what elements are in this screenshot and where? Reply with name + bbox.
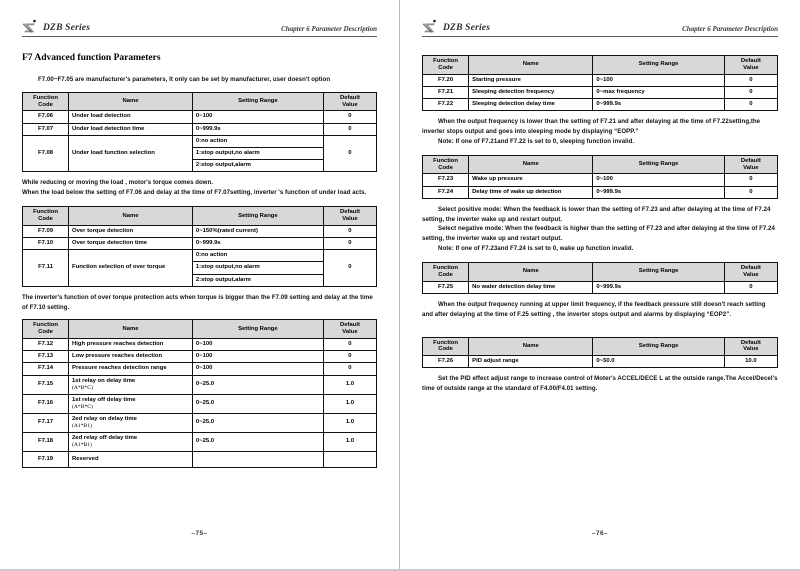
note-no-water: When the output frequency running at upper limit frequency, if the feedback pressure still doesn't reach setting and after delaying at the time of F.25 setting , the inverter stops output and alarms by displaying “EOP2”. — [422, 300, 766, 318]
table-header-row — [23, 320, 377, 339]
table-row — [23, 237, 377, 249]
cell-name-subtext: (A1*B1) — [72, 441, 92, 448]
cell-range: 0~100 — [192, 351, 323, 363]
cell-default: 1.0 — [323, 394, 376, 413]
cell-name — [69, 375, 193, 394]
header-name: Name — [69, 320, 193, 339]
cell-default: 1.0 — [323, 432, 376, 451]
cell-name: Delay time of wake up detection — [469, 186, 593, 198]
cell-name-text: 2ed relay on delay time — [72, 415, 137, 422]
header-setting-range: Setting Range — [593, 155, 724, 174]
chapter-title-left: Chapter 6 Parameter Description — [281, 25, 377, 33]
cell-name: Low pressure reaches detection — [69, 351, 193, 363]
cell-code: F7.17 — [23, 413, 69, 432]
table-row — [423, 98, 778, 110]
cell-default: 0 — [323, 225, 376, 237]
cell-default: 0 — [323, 237, 376, 249]
cell-name: Reserved — [69, 451, 193, 467]
cell-code: F7.15 — [23, 375, 69, 394]
note-under-load — [22, 178, 377, 198]
cell-name: Over torque detection — [69, 225, 193, 237]
cell-default: 1.0 — [323, 413, 376, 432]
cell-code: F7.08 — [23, 135, 69, 172]
note-sleeping — [422, 117, 778, 147]
cell-name: Function selection of over torque — [69, 250, 193, 287]
table-row — [23, 250, 377, 262]
table-header-row — [423, 56, 778, 75]
cell-range: 0~100 — [593, 74, 724, 86]
brand-logo-group — [422, 19, 490, 34]
cell-name: Wake up pressure — [469, 174, 593, 186]
cell-range: 0~100 — [192, 363, 323, 375]
cell-name: PID adjust range — [469, 356, 593, 368]
table-header-row — [423, 155, 778, 174]
cell-default: 1.0 — [323, 375, 376, 394]
table-row — [23, 351, 377, 363]
table-header-row — [423, 263, 778, 282]
header-default-value: Default Value — [323, 207, 376, 226]
header-function-code: Function Code — [23, 92, 69, 111]
cell-name-text: 1st relay off delay time — [72, 396, 136, 403]
cell-name — [69, 432, 193, 451]
cell-range: 0~100 — [593, 174, 724, 186]
cell-range: 0~25.0 — [192, 375, 323, 394]
header-setting-range: Setting Range — [593, 263, 724, 282]
page-title: F7 Advanced function Parameters — [22, 53, 161, 63]
cell-code: F7.11 — [23, 250, 69, 287]
table-row — [23, 394, 377, 413]
cell-default: 0 — [724, 186, 777, 198]
header-name: Name — [69, 207, 193, 226]
note-wake-up — [422, 205, 778, 254]
header-default-value: Default Value — [724, 56, 777, 75]
cell-default: 0 — [323, 339, 376, 351]
table-header-row — [23, 92, 377, 111]
note-line: When the output frequency is lower than the setting of F7.21 and after delaying at the time of F7.22setting,the inverter stops output and goes into sleeping mode by displaying “EOPP.” — [422, 118, 761, 136]
table-row — [423, 74, 778, 86]
header-setting-range: Setting Range — [593, 337, 724, 356]
dzb-logo-icon — [422, 19, 439, 34]
table-row — [23, 339, 377, 351]
cell-default: 0 — [724, 86, 777, 98]
cell-code: F7.25 — [423, 281, 469, 293]
brand-logo-group — [22, 19, 90, 34]
cell-range: 0~999.9s — [593, 186, 724, 198]
table-row — [23, 111, 377, 123]
cell-range-option: 1:stop output,no alarm — [192, 262, 323, 274]
cell-default: 0 — [323, 250, 376, 287]
cell-code: F7.09 — [23, 225, 69, 237]
table-row — [23, 432, 377, 451]
cell-code: F7.20 — [423, 74, 469, 86]
cell-range: 0~100 — [192, 339, 323, 351]
cell-range: 0~999.9s — [593, 281, 724, 293]
cell-range: 0~25.0 — [192, 413, 323, 432]
header-name: Name — [469, 337, 593, 356]
cell-name-text: 2ed relay off delay time — [72, 434, 138, 441]
cell-name — [69, 413, 193, 432]
header-function-code: Function Code — [23, 207, 69, 226]
running-head-left — [22, 12, 377, 37]
cell-code: F7.22 — [423, 98, 469, 110]
cell-default: 10.0 — [724, 356, 777, 368]
cell-name: No water detection delay time — [469, 281, 593, 293]
header-setting-range: Setting Range — [192, 207, 323, 226]
cell-default — [323, 451, 376, 467]
cell-code: F7.24 — [423, 186, 469, 198]
cell-range: 0~25.0 — [192, 432, 323, 451]
table-row — [423, 186, 778, 198]
note-line: Note: If one of F7.21and F7.22 is set to 0, sleeping function invalid. — [438, 137, 635, 145]
table-row — [423, 86, 778, 98]
cell-default: 0 — [724, 281, 777, 293]
cell-code: F7.21 — [423, 86, 469, 98]
table-row — [23, 413, 377, 432]
cell-code: F7.14 — [23, 363, 69, 375]
cell-default: 0 — [323, 123, 376, 135]
header-setting-range: Setting Range — [593, 56, 724, 75]
cell-name: Sleeping detection frequency — [469, 86, 593, 98]
table-row — [23, 123, 377, 135]
cell-code: F7.13 — [23, 351, 69, 363]
table-row — [23, 451, 377, 467]
cell-name-subtext: (A1*B1) — [72, 422, 92, 429]
parameter-table-f709-f711 — [22, 206, 377, 287]
cell-code: F7.23 — [423, 174, 469, 186]
chapter-title-right: Chapter 6 Parameter Description — [682, 25, 778, 33]
cell-code: F7.07 — [23, 123, 69, 135]
cell-range: 0~50.0 — [593, 356, 724, 368]
cell-code: F7.12 — [23, 339, 69, 351]
cell-range: 0~150%(rated current) — [192, 225, 323, 237]
cell-name-subtext: (A*B*C) — [72, 403, 93, 410]
table-row — [23, 135, 377, 147]
cell-code: F7.18 — [23, 432, 69, 451]
table-row — [423, 281, 778, 293]
parameter-table-f723-f724 — [422, 155, 778, 199]
header-default-value: Default Value — [724, 337, 777, 356]
table-row — [23, 363, 377, 375]
cell-name: Over torque detection time — [69, 237, 193, 249]
dzb-logo-icon — [22, 19, 39, 34]
cell-range: 0~100 — [192, 111, 323, 123]
parameter-table-f726 — [422, 337, 778, 369]
table-row — [423, 174, 778, 186]
parameter-table-f725 — [422, 262, 778, 294]
header-default-value: Default Value — [323, 320, 376, 339]
cell-code: F7.10 — [23, 237, 69, 249]
intro-paragraph: F7.00~F7.05 are manufacturer's parameters, It only can be set by manufacturer, user doesn't option — [38, 76, 331, 83]
note-line: While reducing or moving the load , motor's torque comes down. — [22, 179, 214, 187]
cell-default: 0 — [724, 174, 777, 186]
cell-name: Sleeping detection delay time — [469, 98, 593, 110]
cell-range-option: 0:no action — [192, 250, 323, 262]
header-function-code: Function Code — [23, 320, 69, 339]
cell-name: High pressure reaches detection — [69, 339, 193, 351]
header-name: Name — [69, 92, 193, 111]
cell-default: 0 — [323, 135, 376, 172]
table-row — [23, 375, 377, 394]
cell-range: 0~999.9s — [192, 237, 323, 249]
header-function-code: Function Code — [423, 155, 469, 174]
header-name: Name — [469, 263, 593, 282]
note-line: Note: If one of F7.23and F7.24 is set to 0, wake up function invalid. — [438, 245, 634, 253]
page-number-left: –75– — [191, 530, 208, 537]
cell-default: 0 — [323, 363, 376, 375]
cell-name-subtext: (A*B*C) — [72, 384, 93, 391]
header-function-code: Function Code — [423, 337, 469, 356]
cell-range-option: 1:stop output,no alarm — [192, 148, 323, 160]
brand-name: DZB Series — [43, 22, 91, 33]
cell-default: 0 — [323, 111, 376, 123]
cell-range: 0~max frequency — [593, 86, 724, 98]
header-name: Name — [469, 155, 593, 174]
table-row — [23, 225, 377, 237]
cell-name: Under load detection time — [69, 123, 193, 135]
cell-name: Under load function selection — [69, 135, 193, 172]
header-default-value: Default Value — [323, 92, 376, 111]
cell-default: 0 — [724, 74, 777, 86]
running-head-right — [422, 12, 778, 37]
note-over-torque: The inverter's function of over torque protection acts when torque is bigger than the F7.09 setting and delay at the time of F7.10 setting. — [22, 293, 373, 311]
cell-default: 0 — [323, 351, 376, 363]
cell-code: F7.16 — [23, 394, 69, 413]
cell-code: F7.19 — [23, 451, 69, 467]
header-name: Name — [469, 56, 593, 75]
note-line: Select positive mode: When the feedback is lower than the setting of F7.23 and after delaying at the time of F7.24 setting, the inverter wake up and restart output. — [422, 205, 771, 223]
cell-range-option: 0:no action — [192, 135, 323, 147]
cell-code: F7.26 — [423, 356, 469, 368]
cell-range: 0~25.0 — [192, 394, 323, 413]
parameter-table-f712-f719 — [22, 319, 377, 467]
cell-range: 0~999.9s — [593, 98, 724, 110]
header-setting-range: Setting Range — [192, 320, 323, 339]
header-function-code: Function Code — [423, 56, 469, 75]
parameter-table-f706-f708 — [22, 92, 377, 173]
cell-default: 0 — [724, 98, 777, 110]
cell-name-text: 1st relay on delay time — [72, 377, 136, 384]
header-setting-range: Setting Range — [192, 92, 323, 111]
note-line: When the load below the setting of F7.06 and delay at the time of F7.07setting, inverter 's function of under load acts. — [22, 189, 367, 197]
note-pid-adjust: Set the PID effect adjust range to increase control of Moter's ACCEL/DECE L at the outside range.The Accel/Decel's time of outside range at the standard of F4.00/F4.01 setting. — [422, 375, 778, 393]
cell-name: Starting pressure — [469, 74, 593, 86]
parameter-table-f720-f722 — [422, 55, 778, 111]
cell-name: Under load detection — [69, 111, 193, 123]
brand-name: DZB Series — [443, 22, 491, 33]
cell-name: Pressure reaches detection range — [69, 363, 193, 375]
note-line: Select negative mode: When the feedback is higher than the setting of F7.23 and after delaying at the time of F7.24 setting, the inverter wake up and restart output. — [422, 225, 775, 243]
header-function-code: Function Code — [423, 263, 469, 282]
page-76 — [400, 0, 800, 571]
cell-range-option: 2:stop output,alarm — [192, 160, 323, 172]
cell-range — [192, 451, 323, 467]
cell-range: 0~999.9s — [192, 123, 323, 135]
cell-name — [69, 394, 193, 413]
page-number-right: –76– — [591, 530, 609, 537]
table-header-row — [423, 337, 778, 356]
cell-range-option: 2:stop output,alarm — [192, 274, 323, 286]
table-row — [423, 356, 778, 368]
header-default-value: Default Value — [724, 263, 777, 282]
header-default-value: Default Value — [724, 155, 777, 174]
cell-code: F7.06 — [23, 111, 69, 123]
table-header-row — [23, 207, 377, 226]
